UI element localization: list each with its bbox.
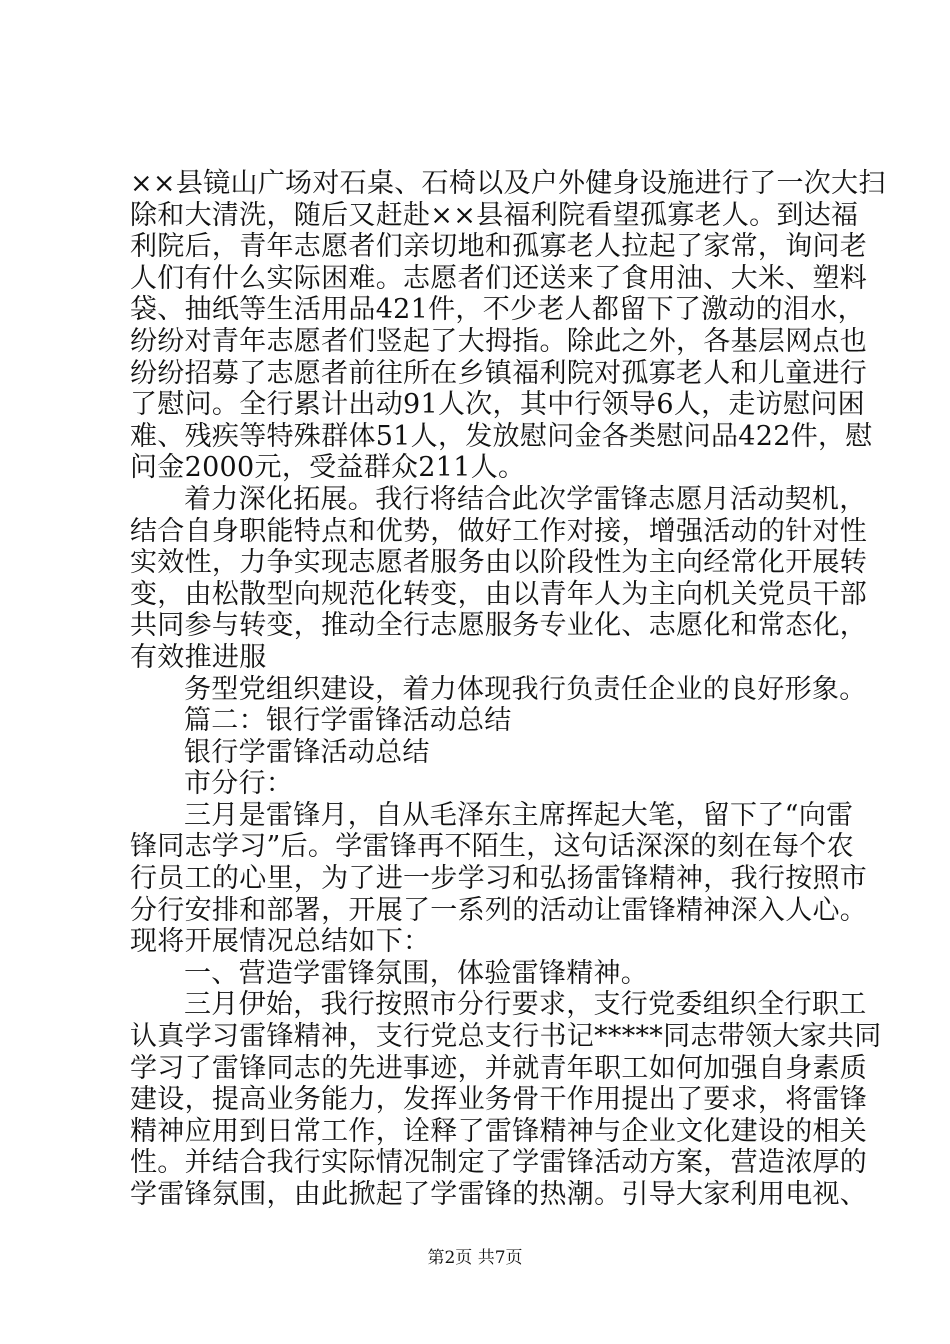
text-line: 难、残疾等特殊群体51人，发放慰问金各类慰问品422件，慰 xyxy=(130,420,873,452)
text-line: 学雷锋氛围，由此掀起了学雷锋的热潮。引导大家利用电视、 xyxy=(130,1179,868,1210)
text-line: 变，由松散型向规范化转变，由以青年人为主向机关党员干部 xyxy=(130,578,868,610)
text-line: 三月伊始，我行按照市分行要求，支行党委组织全行职工 xyxy=(184,989,867,1021)
text-line: 利院后，青年志愿者们亲切地和孤寡老人拉起了家常，询问老 xyxy=(130,231,868,263)
text-line: 性。并结合我行实际情况制定了学雷锋活动方案，营造浓厚的 xyxy=(130,1147,868,1179)
text-line: 三月是雷锋月，自从毛泽东主席挥起大笔，留下了“向雷 xyxy=(184,799,854,831)
page-number: 第2页 共7页 xyxy=(427,1248,523,1268)
text-line: 行员工的心里，为了进一步学习和弘扬雷锋精神，我行按照市 xyxy=(130,863,868,895)
salutation: 市分行： xyxy=(184,768,294,800)
text-line: 学习了雷锋同志的先进事迹，并就青年职工如何加强自身素质 xyxy=(130,1052,868,1084)
text-line: 精神应用到日常工作，诠释了雷锋精神与企业文化建设的相关 xyxy=(130,1115,868,1147)
text-line: 有效推进服 xyxy=(130,641,267,673)
text-line: 务型党组织建设，着力体现我行负责任企业的良好形象。 xyxy=(184,673,867,705)
section-heading: 一、营造学雷锋氛围，体验雷锋精神。 xyxy=(184,957,649,989)
text-line: 除和大清洗，随后又赶赴××县福利院看望孤寡老人。到达福 xyxy=(130,199,859,231)
text-line: 分行安排和部署，开展了一系列的活动让雷锋精神深入人心。 xyxy=(130,894,868,926)
text-line: 了慰问。全行累计出动91人次，其中行领导6人，走访慰问困 xyxy=(130,389,865,421)
text-line: 现将开展情况总结如下： xyxy=(130,926,431,958)
text-line: 纷纷招募了志愿者前往所在乡镇福利院对孤寡老人和儿童进行 xyxy=(130,357,868,389)
text-line: 着力深化拓展。我行将结合此次学雷锋志愿月活动契机， xyxy=(184,483,867,515)
text-line: 袋、抽纸等生活用品421件，不少老人都留下了激动的泪水， xyxy=(130,294,865,326)
text-line: 建设，提高业务能力，发挥业务骨干作用提出了要求，将雷锋 xyxy=(130,1084,868,1116)
text-line: 实效性，力争实现志愿者服务由以阶段性为主向经常化开展转 xyxy=(130,547,868,579)
text-line: 结合自身职能特点和优势，做好工作对接，增强活动的针对性 xyxy=(130,515,868,547)
section-heading: 篇二：银行学雷锋活动总结 xyxy=(184,705,512,737)
text-line: 问金2000元，受益群众211人。 xyxy=(130,452,526,484)
text-line: 锋同志学习”后。学雷锋再不陌生，这句话深深的刻在每个农 xyxy=(130,831,854,863)
text-line: 认真学习雷锋精神，支行党总支行书记*****同志带领大家共同 xyxy=(130,1021,882,1053)
document-body xyxy=(130,168,886,1211)
document-title: 银行学雷锋活动总结 xyxy=(184,736,430,768)
text-line: 人们有什么实际困难。志愿者们还送来了食用油、大米、塑料 xyxy=(130,262,868,294)
text-line: 纷纷对青年志愿者们竖起了大拇指。除此之外，各基层网点也 xyxy=(130,325,868,357)
text-line: ××县镜山广场对石桌、石椅以及户外健身设施进行了一次大扫 xyxy=(130,168,886,199)
text-line: 共同参与转变，推动全行志愿服务专业化、志愿化和常态化， xyxy=(130,610,868,642)
